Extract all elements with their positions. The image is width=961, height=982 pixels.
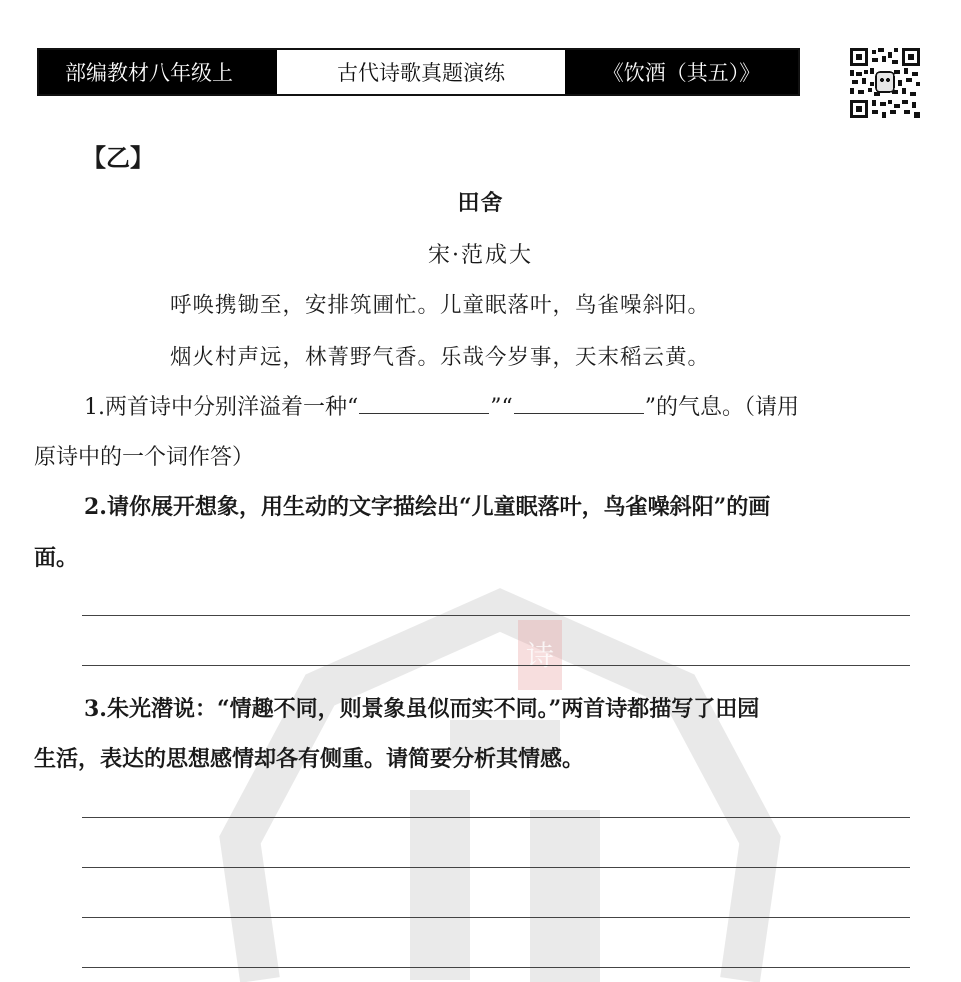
question-1-middle: ”“ xyxy=(490,395,513,420)
answer-blank-2[interactable] xyxy=(514,393,644,414)
question-1-prefix: 1.两首诗中分别洋溢着一种“ xyxy=(84,395,359,420)
poem-line: 呼唤携锄至，安排筑圃忙。儿童眠落叶，鸟雀噪斜阳。 xyxy=(170,293,711,318)
passage-label: 【乙】 xyxy=(82,143,154,172)
header-poem: 《饮酒（其五）》 xyxy=(565,50,798,94)
poem-title: 田舍 xyxy=(457,190,504,216)
answer-line[interactable] xyxy=(82,615,910,616)
question-2-continued: 面。 xyxy=(34,545,79,571)
header-section: 古代诗歌真题演练 xyxy=(277,50,565,94)
question-3-continued: 生活，表达的思想感情却各有侧重。请简要分析其情感。 xyxy=(34,746,585,772)
answer-line[interactable] xyxy=(82,917,910,918)
answer-line[interactable] xyxy=(82,817,910,818)
poem-author: 宋·范成大 xyxy=(428,243,533,268)
header-bar xyxy=(37,48,800,96)
question-1 xyxy=(84,390,799,421)
answer-blank-1[interactable] xyxy=(359,393,489,414)
question-3: 3.朱光潜说：“情趣不同，则景象虽似而实不同。”两首诗都描写了田园 xyxy=(84,696,760,722)
qr-code-icon xyxy=(850,48,920,118)
watermark-seal-char: 诗 xyxy=(525,639,555,672)
question-2: 2.请你展开想象，用生动的文字描绘出“儿童眠落叶，鸟雀噪斜阳”的画 xyxy=(84,494,771,520)
header-textbook: 部编教材八年级上 xyxy=(39,50,277,94)
answer-line[interactable] xyxy=(82,967,910,968)
question-1-suffix: ”的气息。（请用 xyxy=(644,395,799,420)
question-1-continued: 原诗中的一个词作答） xyxy=(34,445,255,470)
answer-line[interactable] xyxy=(82,665,910,666)
answer-line[interactable] xyxy=(82,867,910,868)
poem-line: 烟火村声远，林菁野气香。乐哉今岁事，天末稻云黄。 xyxy=(170,345,711,370)
